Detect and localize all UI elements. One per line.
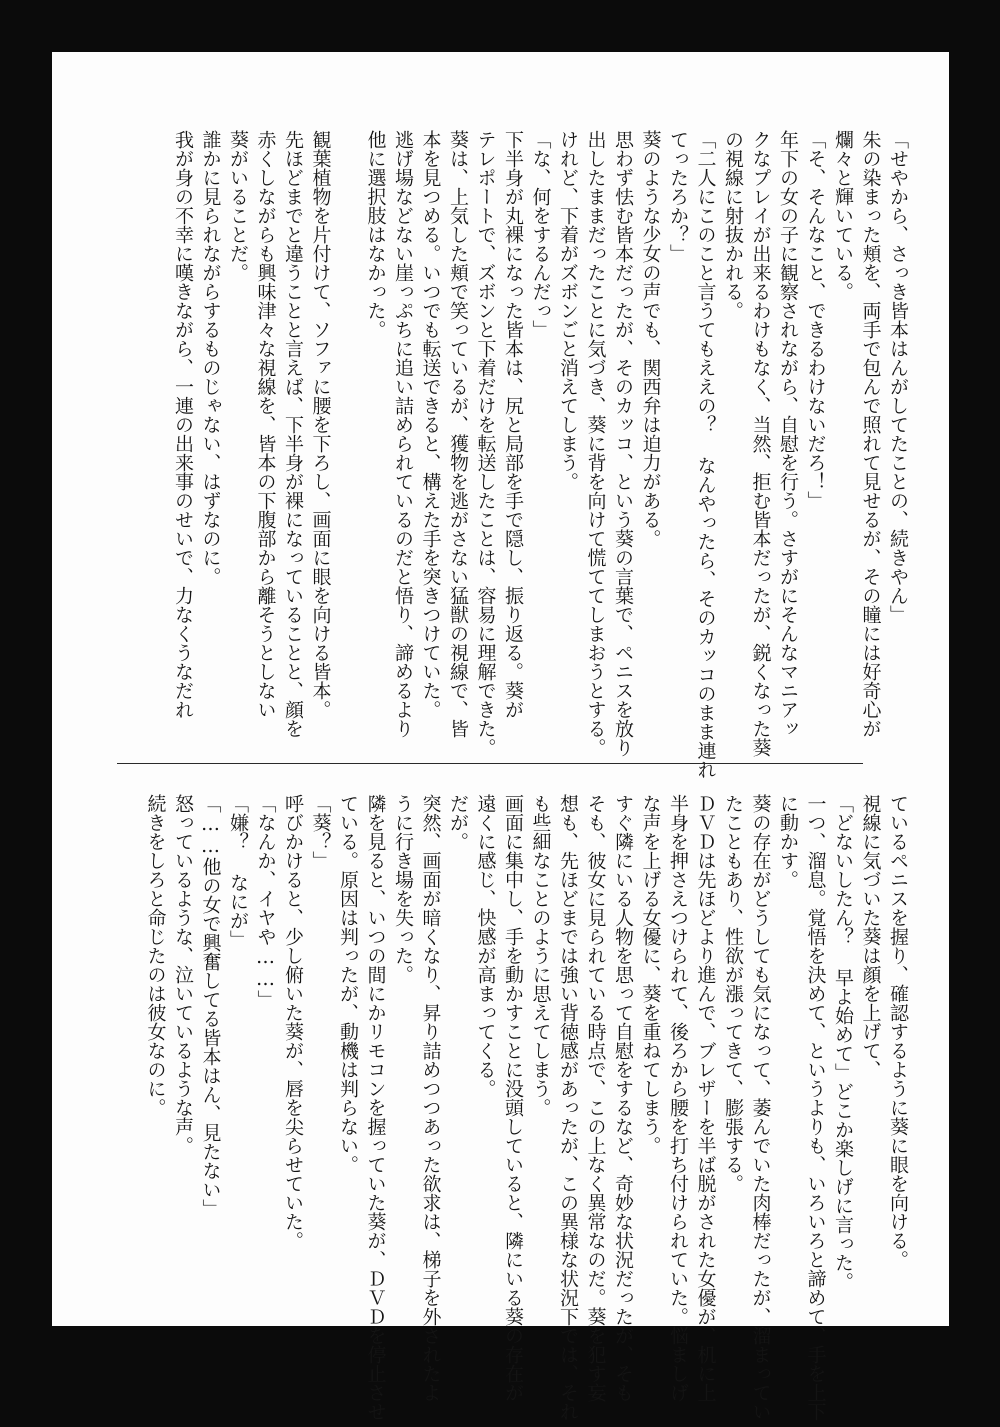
- lower-text-block: [144, 794, 911, 1421]
- text-line: 「二人にこのこと言うてもええの？ なんやったら、そのカッコのまま連れ: [694, 130, 717, 779]
- text-line: 「なんか、イヤや……」: [254, 794, 277, 1009]
- text-line: 続きをしろと命じたのは彼女なのに。: [144, 794, 167, 1117]
- text-line: 出したままだったことに気づき、葵に背を向けて慌ててしまおうとする。: [584, 130, 607, 757]
- document-page: [52, 52, 949, 1421]
- text-line: けれど、下着がズボンごと消えてしまう。: [557, 130, 579, 491]
- text-line: 「嫌？ なにが」: [227, 794, 249, 949]
- text-line: すぐ隣にいる人物を思って自慰をするなど、奇妙な状況だったが、そも: [612, 794, 634, 1402]
- text-line: ているペニスを握り、確認するように葵に眼を向ける。: [887, 794, 909, 1269]
- text-line: 画面に集中し、手を動かすことに没頭していると、隣にいる葵の存在が: [502, 794, 524, 1402]
- text-line: 「どないしたん？ 早よ始めて」どこか楽しげに言った。: [832, 794, 854, 1291]
- text-line: も些細なことのように思えてしまう。: [529, 794, 552, 1117]
- blank-line: [334, 130, 362, 746]
- text-line: 呼びかけると、少し俯いた葵が、唇を尖らせていた。: [282, 794, 304, 1250]
- text-line: 「葵？」: [309, 794, 332, 870]
- upper-text-block: [172, 130, 911, 779]
- text-line: 怒っているような、泣いているような声。: [172, 794, 194, 1155]
- text-line: 遠くに感じ、快感が高まってくる。: [474, 794, 497, 1098]
- text-line: 我が身の不幸に嘆きながら、一連の出来事のせいで、力なくうなだれ: [172, 130, 194, 719]
- text-line: 「せやから、さっき皆本はんがしてたことの、続きやん」: [887, 130, 909, 624]
- text-line: ている。原因は判ったが、動機は判らない。: [337, 794, 359, 1174]
- text-line: 「そ、そんなこと、できるわけないだろ！」: [804, 130, 827, 510]
- edge-mark: [980, 726, 994, 752]
- text-line: 葵は、上気した頬で笑っているが、獲物を逃がさない猛獣の視線で、皆: [447, 130, 469, 738]
- text-line: 隣を見ると、いつの間にかリモコンを握っていた葵が、ＤＶＤを停止させ: [364, 794, 387, 1421]
- text-line: 他に選択肢はなかった。: [364, 130, 387, 339]
- text-line: 下半身が丸裸になった皆本は、尻と局部を手で隠し、振り返る。葵が: [502, 130, 524, 719]
- text-line: ＤＶＤは先ほどより進んで、ブレザーを半ば脱がされた女優が、机に上: [694, 794, 717, 1402]
- text-line: 視線に気づいた葵は顔を上げて、: [859, 794, 882, 1079]
- text-line: 赤くしながらも興味津々な視線を、皆本の下腹部から離そうとしない: [254, 130, 277, 719]
- text-line: たこともあり、性欲が漲ってきて、膨張する。: [722, 794, 744, 1193]
- text-line: の視線に射抜かれる。: [722, 130, 744, 320]
- text-line: うに行き場を失った。: [392, 794, 414, 984]
- text-line: テレポートで、ズボンと下着だけを転送したことは、容易に理解できた。: [474, 130, 497, 757]
- text-line: 一つ、溜息。覚悟を決めて、というよりも、いろいろと諦めて、手を上下: [804, 794, 827, 1421]
- text-line: 爛々と輝いている。: [832, 130, 854, 301]
- text-line: 葵の存在がどうしても気になって、萎んでいた肉棒だったが、溜まってい: [749, 794, 772, 1421]
- text-line: クなプレイが出来るわけもなく、当然、拒む皆本だったが、鋭くなった葵: [749, 130, 772, 757]
- text-line: 葵のような少女の声でも、関西弁は迫力がある。: [639, 130, 662, 548]
- text-line: な声を上げる女優に、葵を重ねてしまう。: [639, 794, 662, 1155]
- text-line: 「な、何をするんだっ」: [529, 130, 552, 339]
- text-line: 先ほどまでと違うことと言えば、下半身が裸になっていることと、顔を: [282, 130, 304, 738]
- text-line: 「……他の女で興奮してる皆本はん、見たない」: [199, 794, 222, 1218]
- text-line: 逃げ場などない崖っぷちに追い詰められているのだと悟り、諦めるより: [392, 130, 414, 738]
- text-line: 想も、先ほどまでは強い背徳感があったが、この異様な状況下では、それ: [557, 794, 579, 1421]
- text-line: 突然、画面が暗くなり、昇り詰めつつあった欲求は、梯子を外されたよ: [419, 794, 442, 1402]
- text-line: そも、彼女に見られている時点で、この上なく異常なのだ。葵を犯す妄: [584, 794, 607, 1402]
- text-line: 朱の染まった頬を、両手で包んで照れて見せるが、その瞳には好奇心が: [859, 130, 882, 738]
- text-line: 観葉植物を片付けて、ソファに腰を下ろし、画面に眼を向ける皆本。: [309, 130, 332, 719]
- text-line: 誰かに見られながらするものじゃない、はずなのに。: [199, 130, 222, 586]
- text-line: に動かす。: [777, 794, 799, 889]
- text-line: 年下の女の子に観察されながら、自慰を行う。さすがにそんなマニアッ: [777, 130, 799, 738]
- text-line: 思わず怯む皆本だったが、そのカッコ、という葵の言葉で、ペニスを放り: [612, 130, 634, 757]
- text-line: 半身を押さえつけられて、後ろから腰を打ち付けられていた。悩ましげ: [667, 794, 689, 1402]
- text-line: 葵がいることだ。: [227, 130, 249, 282]
- text-line: だが。: [447, 794, 469, 851]
- section-divider: [117, 763, 863, 764]
- text-line: てったろか？」: [667, 130, 689, 263]
- text-line: 本を見つめる。いつでも転送できると、構えた手を突きつけていた。: [419, 130, 442, 719]
